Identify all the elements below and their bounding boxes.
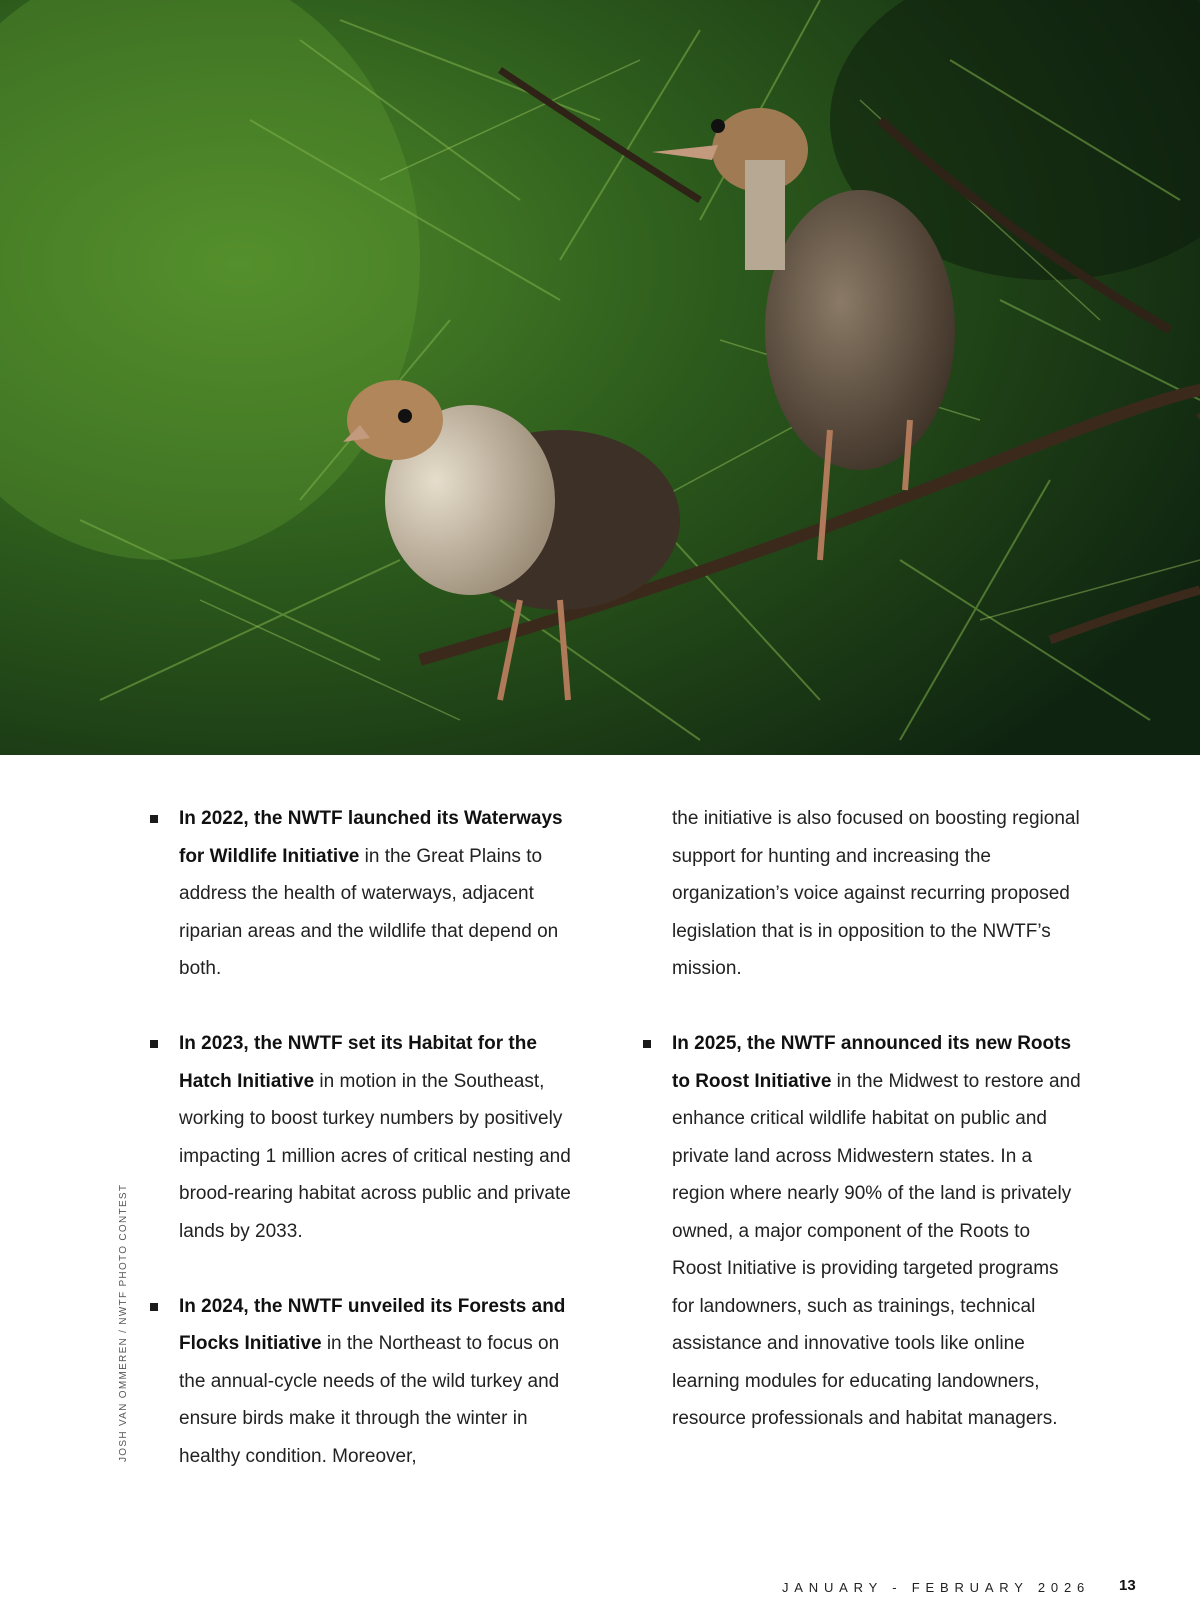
item-bold-lead: In 2023, the NWTF set its Habitat for the Hatch Initiative [179,1033,537,1092]
item-bold-lead: In 2022, the NWTF launched its Waterways for Wildlife Initiative [179,808,563,867]
spacer [150,988,590,1026]
cover-photo [0,0,1200,755]
list-item [643,1025,1083,1438]
list-item [150,1288,590,1476]
spacer [643,988,1083,1026]
page-number: 13 [1119,1577,1136,1594]
item-text: in the Great Plains to address the health of waterways, adjacent riparian areas and the wildlife that depend on both. [179,845,559,979]
continuation-text: the initiative is also focused on boosting regional support for hunting and increasing the organization’s voice against recurring proposed legislation that is in opposition to the NWTF’s mission. [672,808,1080,979]
photo-credit: JOSH VAN OMMEREN / NWTF PHOTO CONTEST [118,1183,129,1462]
item-text: in the Northeast to focus on the annual-cycle needs of the wild turkey and ensure birds make it through the winter in healthy condition. Moreover, [179,1333,560,1467]
item-text: in motion in the Southeast, working to boost turkey numbers by positively impacting 1 million acres of critical nesting and brood-rearing habitat across public and private lands by 2033. [179,1070,571,1242]
item-bold-lead: In 2025, the NWTF announced its new Roots to Roost Initiative [672,1033,1072,1092]
left-column [150,800,590,1475]
list-item [150,800,590,988]
item-bold-lead: In 2024, the NWTF unveiled its Forests and Flocks Initiative [179,1295,566,1354]
issue-date: JANUARY - FEBRUARY 2026 [782,1580,1091,1595]
spacer [150,1250,590,1288]
item-text: in the Midwest to restore and enhance critical wildlife habitat on public and private land across Midwestern states. In a region where nearly 90% of the land is privately owned, a major component of the Roots to Roost Initiative is providing targeted programs for landowners, such as trainings, technical assistance and innovative tools like online learning modules for educating landowners, resource professionals and habitat managers. [672,1070,1081,1429]
turkey-poults-in-pine-photo [0,0,1200,755]
list-item [150,1025,590,1250]
right-column [643,800,1083,1438]
